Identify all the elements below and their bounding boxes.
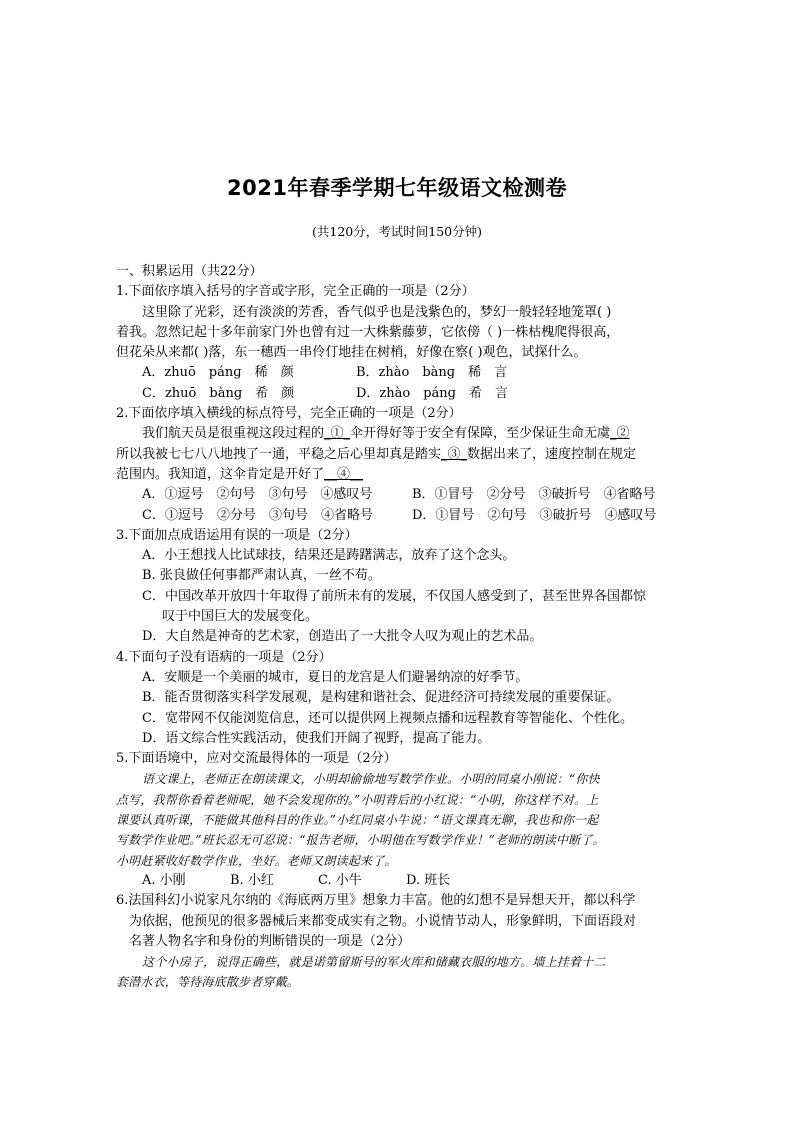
option-b: B. 张良做任何事都严肃认真，一丝不苟。 — [142, 568, 381, 584]
passage-text: 伞开得好等于安全有保障，至少保证生命无虞 — [350, 426, 611, 442]
passage-text: 我们航天员是很重视这段过程的 — [142, 426, 325, 442]
option-a: A．小王想找人比试球技，结果还是踌躇满志，放弃了这个念头。 — [142, 548, 516, 564]
question-3 — [116, 526, 686, 648]
passage-text: 所以我被七七八八地拽了一通，平稳之后心里却真是踏实 — [116, 446, 442, 462]
exam-body — [116, 262, 686, 993]
option-c: C．宽带网不仅能浏览信息，还可以提供网上视频点播和远程教育等智能化、个性化。 — [142, 710, 633, 726]
passage-line: 着我。忽然记起十多年前家门外也曾有过一大株紫藤萝，它依傍（ )一株枯槐爬得很高， — [116, 324, 620, 340]
blank-3: _③_ — [441, 446, 468, 462]
question-stem-continued: 为依据，他预见的很多器械后来都变成实有之物。小说情节动人，形象鲜明，下面语段对 — [129, 913, 637, 929]
option-d: D．语文综合性实践活动，使我们开阔了视野，提高了能力。 — [142, 730, 491, 746]
option-b: B．zhào bànɡ 稀 言 — [356, 365, 508, 381]
passage-line: 这个小房子，说得正确些，就是诺第留斯号的军火库和储藏衣服的地方。墙上挂着十二 — [142, 955, 606, 970]
option-d: D. 班长 — [406, 872, 451, 888]
question-stem: 1.下面依序填入括号的字音或字形，完全正确的一项是（2分） — [116, 284, 475, 300]
option-c: C．①逗号 ②分号 ③句号 ④省略号 — [142, 507, 373, 523]
question-4 — [116, 648, 686, 749]
option-b: B．①冒号 ②分号 ③破折号 ④省略号 — [412, 487, 656, 503]
option-row — [116, 384, 686, 404]
option-d: D．大自然是神奇的艺术家，创造出了一大批令人叹为观止的艺术品。 — [142, 629, 543, 645]
page-title: 2021年春季学期七年级语文检测卷 — [227, 176, 567, 200]
passage-line: 写数学作业吧。”班长忍无可忍说：“报告老师，小明他在写数学作业！”老师的朗读中断了。 — [116, 833, 605, 848]
option-a: A. 小刚 — [142, 872, 186, 888]
question-stem: 2.下面依序填入横线的标点符号，完全正确的一项是（2分） — [116, 406, 462, 422]
blank-4: __④__ — [324, 466, 364, 482]
passage-line: 点写，我帮你看着老师呢，她不会发现你的。”小明背后的小红说：“小明，你这样不对。上 — [116, 792, 599, 807]
question-2 — [116, 404, 686, 526]
passage-line — [116, 465, 686, 485]
passage-line — [116, 424, 686, 444]
option-row — [116, 871, 686, 891]
option-d: D．zhào pánɡ 希 言 — [356, 385, 508, 401]
page-subtitle: (共120分，考试时间150分钟) — [312, 224, 482, 239]
question-stem: 3.下面加点成语运用有误的一项是（2分） — [116, 527, 358, 543]
option-c-continued: 叹于中国巨大的发展变化。 — [162, 609, 319, 625]
passage-text: 范围内。我知道，这伞肯定是开好了 — [116, 466, 325, 482]
question-6 — [116, 891, 686, 992]
option-a: A．安顺是一个美丽的城市，夏日的龙宫是人们避暑纳凉的好季节。 — [142, 669, 529, 685]
option-row — [116, 363, 686, 383]
passage-line: 课要认真听课，不能做其他科目的作业。”小红同桌小牛说：“语文课真无聊，我也和你一起 — [116, 813, 599, 828]
passage-line: 语文课上，老师正在朗读课文，小明却偷偷地写数学作业。小明的同桌小刚说：“你快 — [142, 772, 600, 787]
option-c: C．中国改革开放四十年取得了前所未有的发展，不仅国人感受到了，甚至世界各国都惊 — [142, 588, 646, 604]
question-stem: 4.下面句子没有语病的一项是（2分） — [116, 649, 332, 665]
option-a: A．zhuō pánɡ 稀 颜 — [142, 365, 294, 381]
passage-line: 但花朵从来都( )落，东一穗西一串伶仃地挂在树梢，好像在察( )观色，试探什么。 — [116, 345, 587, 361]
question-stem: 6.法国科幻小说家凡尔纳的《海底两万里》想象力丰富。他的幻想不是异想天开，都以科学 — [116, 893, 636, 909]
option-row — [116, 506, 686, 526]
blank-1: _①_ — [324, 426, 351, 442]
section-heading: 一、积累运用（共22分） — [116, 264, 263, 279]
option-b: B．能否贯彻落实科学发展观，是构建和谐社会、促进经济可持续发展的重要保证。 — [142, 690, 620, 706]
passage-text: 数据出来了，速度控制在规定 — [467, 446, 637, 462]
question-5 — [116, 749, 686, 891]
option-b: B. 小红 — [230, 872, 274, 888]
option-c: C．zhuō bànɡ 希 颜 — [142, 385, 295, 401]
option-c: C. 小牛 — [318, 872, 362, 888]
question-1 — [116, 282, 686, 404]
passage-line: 小明赶紧收好数学作业，坐好。老师又朗读起来了。 — [116, 853, 397, 868]
option-a: A．①逗号 ②句号 ③句号 ④感叹号 — [142, 487, 373, 503]
passage-line — [116, 445, 686, 465]
option-d: D．①冒号 ②句号 ③破折号 ④感叹号 — [412, 507, 657, 523]
passage-line: 套潜水衣，等待海底散步者穿戴。 — [116, 975, 300, 990]
option-row — [116, 485, 686, 505]
question-stem: 5.下面语境中，应对交流最得体的一项是（2分） — [116, 751, 397, 767]
blank-2: _② — [610, 426, 630, 442]
passage-line: 这里除了光彩，还有淡淡的芳香，香气似乎也是浅紫色的，梦幻一般轻轻地笼罩( ) — [142, 304, 612, 320]
question-stem-continued: 名著人物名字和身份的判断错误的一项是（2分） — [129, 933, 411, 949]
